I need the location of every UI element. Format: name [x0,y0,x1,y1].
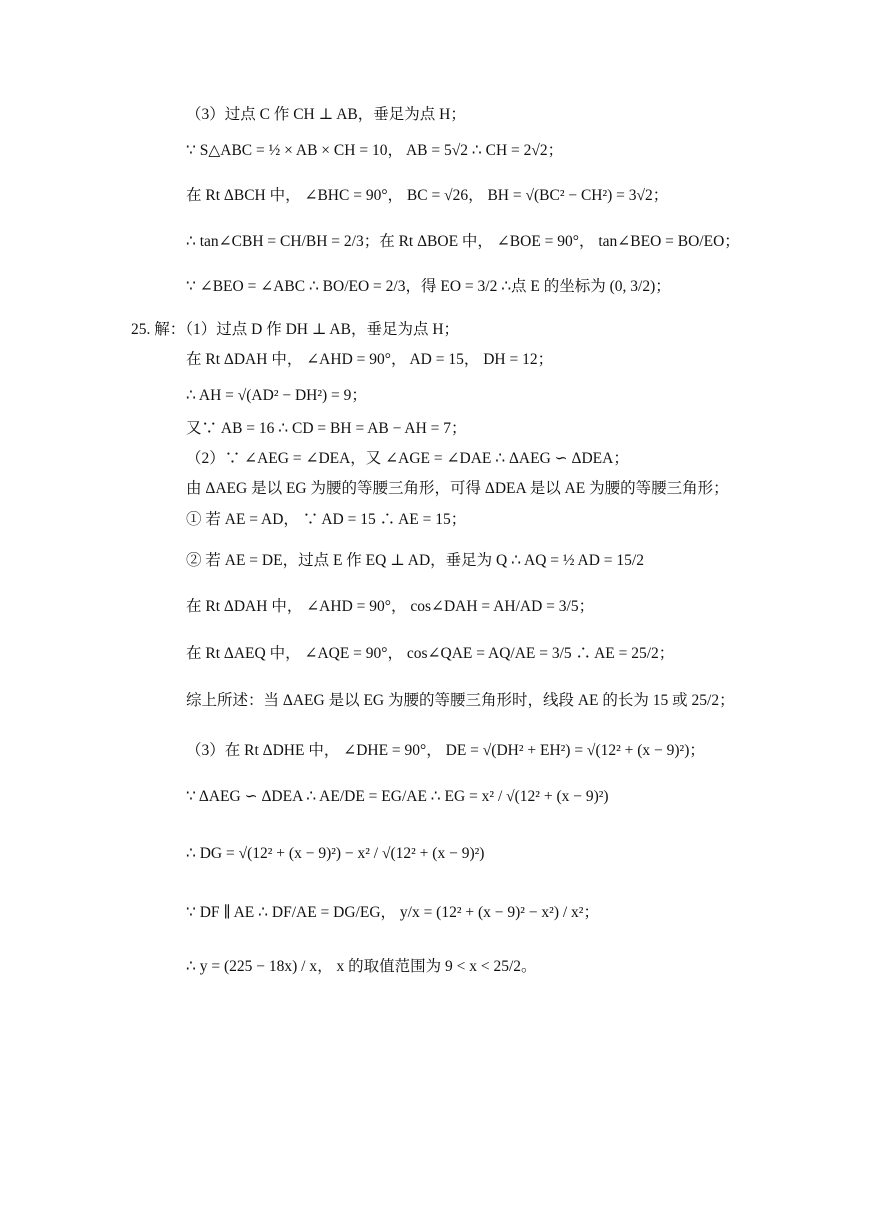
text-line: ∴ AH = √(AD² − DH²) = 9； [186,387,367,404]
text-line: ∴ y = (225 − 18x) / x， x 的取值范围为 9 < x < 25/2。 [186,958,537,975]
text-line: 在 Rt ΔAEQ 中， ∠AQE = 90°， cos∠QAE = AQ/AE = 3/5 ∴ AE = 25/2； [186,645,675,662]
text-line: 综上所述：当 ΔAEG 是以 EG 为腰的等腰三角形时，线段 AE 的长为 15 或 25/2； [186,692,735,709]
text-line: （3）在 Rt ΔDHE 中， ∠DHE = 90°， DE = √(DH² + EH²) = √(12² + (x − 9)²)； [186,742,705,759]
text-line: ∵ ∠BEO = ∠ABC ∴ BO/EO = 2/3，得 EO = 3/2 ∴点 E 的坐标为 (0, 3/2)； [186,278,671,295]
text-line: ∵ DF ∥ AE ∴ DF/AE = DG/EG， y/x = (12² + (x − 9)² − x²) / x²； [186,904,599,921]
text-line: 25. 解：（1）过点 D 作 DH ⊥ AB，垂足为点 H； [131,321,460,338]
text-line: 由 ΔAEG 是以 EG 为腰的等腰三角形，可得 ΔDEA 是以 AE 为腰的等腰三角形； [186,480,729,497]
text-line: 在 Rt ΔDAH 中， ∠AHD = 90°， AD = 15， DH = 12； [186,351,554,368]
text-line: 在 Rt ΔDAH 中， ∠AHD = 90°， cos∠DAH = AH/AD = 3/5； [186,598,595,615]
text-line: （3）过点 C 作 CH ⊥ AB，垂足为点 H； [186,106,466,123]
text-line: ∵ ΔAEG ∽ ΔDEA ∴ AE/DE = EG/AE ∴ EG = x² / √(12² + (x − 9)²) [186,788,609,805]
text-line: （2）∵ ∠AEG = ∠DEA，又 ∠AGE = ∠DAE ∴ ΔAEG ∽ ΔDEA； [186,450,629,467]
text-line: ∵ S△ABC = ½ × AB × CH = 10， AB = 5√2 ∴ CH = 2√2； [186,142,564,159]
text-line: 在 Rt ΔBCH 中， ∠BHC = 90°， BC = √26， BH = √(BC² − CH²) = 3√2； [186,187,669,204]
text-line: ① 若 AE = AD， ∵ AD = 15 ∴ AE = 15； [186,511,467,528]
text-line: 又∵ AB = 16 ∴ CD = BH = AB − AH = 7； [186,420,467,437]
text-line: ∴ tan∠CBH = CH/BH = 2/3；在 Rt ΔBOE 中， ∠BOE = 90°， tan∠BEO = BO/EO； [186,233,740,250]
text-line: ∴ DG = √(12² + (x − 9)²) − x² / √(12² + (x − 9)²) [186,845,485,862]
text-line: ② 若 AE = DE，过点 E 作 EQ ⊥ AD，垂足为 Q ∴ AQ = ½ AD = 15/2 [186,552,644,569]
